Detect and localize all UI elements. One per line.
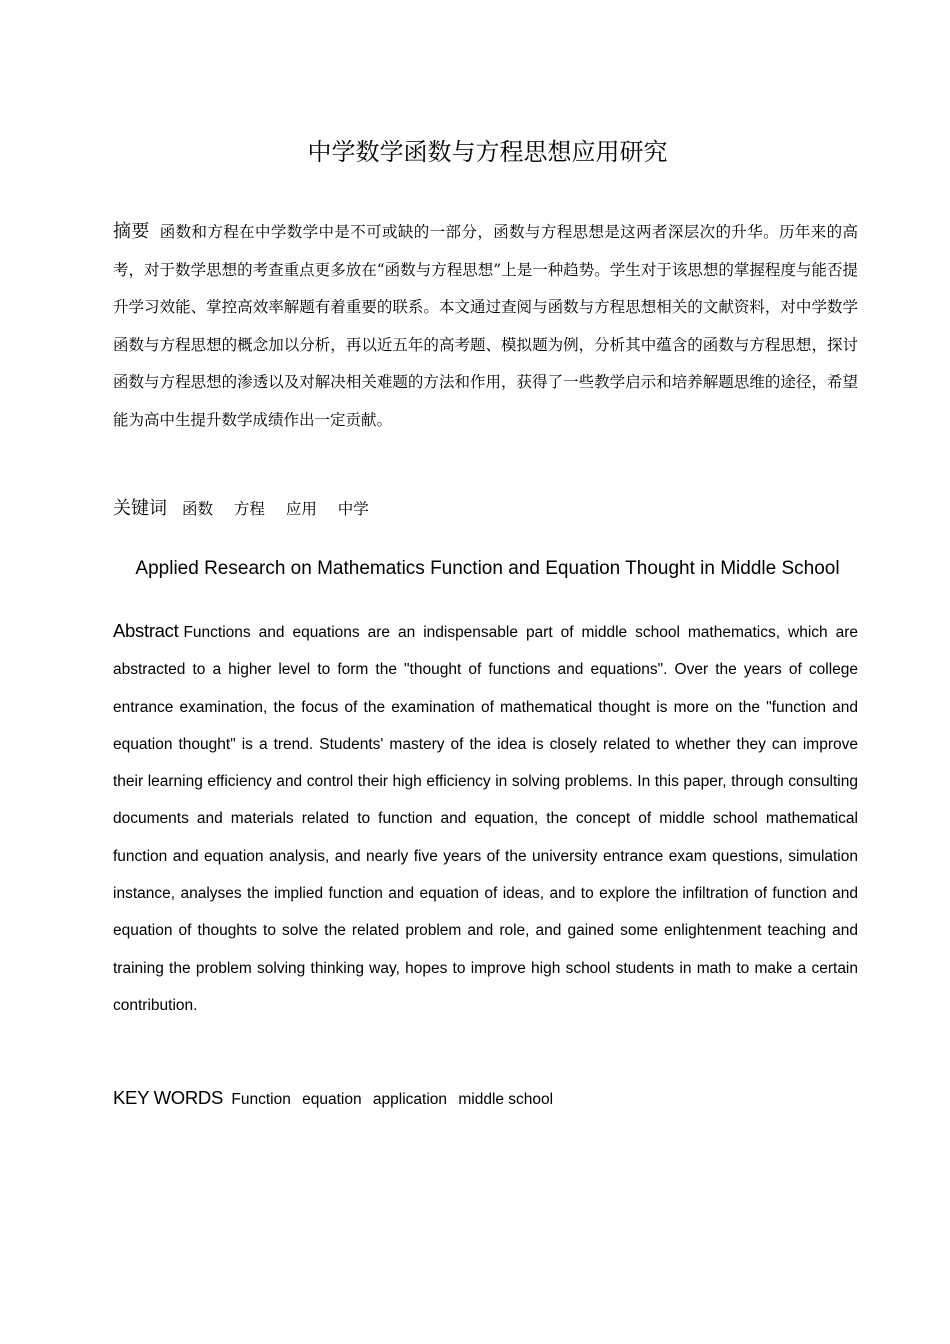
english-keyword: equation	[302, 1091, 362, 1108]
chinese-keyword: 方程	[233, 500, 265, 518]
english-keywords	[113, 1083, 858, 1115]
english-title: Applied Research on Mathematics Function and Equation Thought in Middle School	[135, 558, 840, 579]
chinese-keywords	[113, 494, 858, 524]
chinese-abstract	[113, 213, 858, 439]
english-keyword: Function	[231, 1091, 291, 1108]
english-abstract	[113, 612, 858, 1024]
chinese-keyword: 应用	[285, 500, 317, 518]
english-keywords-label: KEY WORDS	[113, 1087, 224, 1108]
chinese-keywords-label: 关键词	[113, 498, 167, 519]
english-keyword: application	[372, 1091, 448, 1108]
english-keyword: middle school	[458, 1091, 554, 1108]
chinese-keyword: 函数	[181, 500, 213, 518]
english-abstract-text: Functions and equations are an indispensable part of middle school mathematics, which are abstracted to a higher level to form the "thought of functions and equations". Over the years of college entrance examination, the focus of the examination of mathematical thought is more on the "function and equation thought" is a trend. Students' mastery of the idea is closely related to whether they can improve their learning efficiency and control their high efficiency in solving problems. In this paper, through consulting documents and materials related to function and equation, the concept of middle school mathematical function and equation analysis, and nearly five years of the university entrance exam questions, simulation instance, analyses the implied function and equation of ideas, and to explore the infiltration of function and equation of thoughts to solve the related problem and role, and gained some enlightenment teaching and training the problem solving thinking way, hopes to improve high school students in math to make a certain contribution.	[113, 624, 858, 1014]
english-abstract-label: Abstract	[113, 620, 179, 641]
chinese-abstract-text: 函数和方程在中学数学中是不可或缺的一部分，函数与方程思想是这两者深层次的升华。历年来的高考，对于数学思想的考查重点更多放在“函数与方程思想”上是一种趋势。学生对于该思想的掌握程度与能否提升学习效能、掌控高效率解题有着重要的联系。本文通过查阅与函数与方程思想相关的文献资料，对中学数学函数与方程思想的概念加以分析，再以近五年的高考题、模拟题为例，分析其中蕴含的函数与方程思想，探讨函数与方程思想的渗透以及对解决相关难题的方法和作用，获得了一些教学启示和培养解题思维的途径，希望能为高中生提升数学成绩作出一定贡献。	[113, 223, 858, 429]
chinese-abstract-label: 摘要	[113, 221, 150, 242]
chinese-keyword: 中学	[337, 500, 369, 518]
chinese-title: 中学数学函数与方程思想应用研究	[307, 138, 668, 166]
